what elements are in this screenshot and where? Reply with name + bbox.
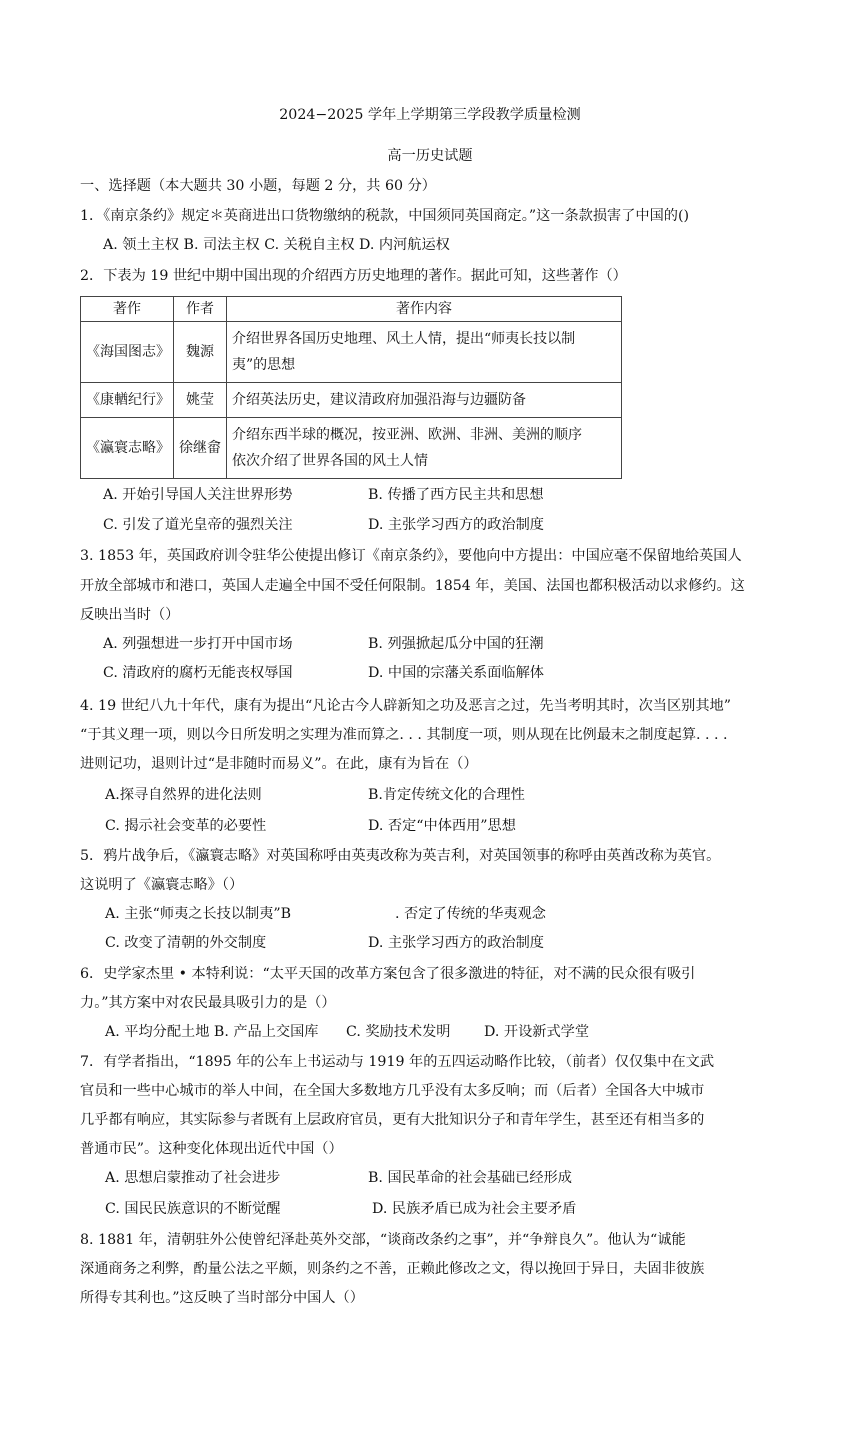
question-2-stem: 2．下表为 19 世纪中期中国出现的介绍西方历史地理的著作。据此可知，这些著作（）	[80, 268, 627, 284]
question-2-option-a: A. 开始引导国人关注世界形势	[103, 487, 293, 503]
question-3-line: 反映出当时（）	[80, 607, 180, 623]
question-7-option-d: D. 民族矛盾已成为社会主要矛盾	[372, 1201, 577, 1217]
works-table	[80, 296, 622, 479]
question-7-line: 普通市民”。这种变化体现出近代中国（）	[80, 1141, 343, 1157]
question-7-option-b: B. 国民革命的社会基础已经形成	[368, 1170, 572, 1186]
question-5-line: 这说明了《瀛寰志略》（）	[80, 877, 244, 893]
content-line: 依次介绍了世界各国的风土人情	[232, 453, 428, 469]
question-6-option-d: D. 开设新式学堂	[484, 1024, 590, 1040]
table-cell-work: 《瀛寰志略》	[81, 418, 174, 479]
question-2-option-c: C. 引发了道光皇帝的强烈关注	[103, 517, 293, 533]
table-row	[81, 418, 622, 479]
table-row	[81, 383, 622, 418]
content-line: 介绍世界各国历史地理、风土人情，提出“师夷长技以制	[232, 331, 576, 347]
content-line: 介绍英法历史，建议清政府加强沿海与边疆防备	[232, 392, 526, 408]
question-2-option-d: D. 主张学习西方的政治制度	[368, 517, 544, 533]
table-header-cell: 作者	[174, 297, 227, 322]
question-3-line: 开放全部城市和港口，英国人走遍全中国不受任何限制。1854 年，美国、法国也都积极活动以求修约。这	[80, 578, 745, 594]
question-2-option-b: B. 传播了西方民主共和思想	[368, 487, 544, 503]
question-7-line: 几乎都有响应，其实际参与者既有上层政府官员，更有大批知识分子和青年学生，甚至还有相当多的	[80, 1112, 705, 1128]
table-row	[81, 322, 622, 383]
question-4-option-b: B.肯定传统文化的合理性	[368, 787, 525, 803]
question-3-option-b: B. 列强掀起瓜分中国的狂潮	[368, 636, 544, 652]
question-8-line: 深通商务之利弊，酌量公法之平颇，则条约之不善，正赖此修改之文，得以挽回于异日，夫固非彼族	[80, 1261, 705, 1277]
question-4-line: “于其义理一项，则以今日所发明之实理为准而算之. . . 其制度一项，则从现在比例最末之制度起算. . . .	[80, 727, 728, 743]
question-3-line: 3. 1853 年，英国政府训令驻华公使提出修订《南京条约》，要他向中方提出：中国应毫不保留地给英国人	[80, 548, 742, 564]
question-7-line: 7．有学者指出，“1895 年的公车上书运动与 1919 年的五四运动略作比较，（前者）仅仅集中在文武	[80, 1054, 715, 1070]
exam-title: 2024−2025 学年上学期第三学段教学质量检测	[279, 107, 581, 123]
question-6-option-ab: A. 平均分配土地 B. 产品上交国库	[105, 1024, 319, 1040]
table-cell-work: 《康輶纪行》	[81, 383, 174, 418]
question-5-line: 5．鸦片战争后，《瀛寰志略》对英国称呼由英夷改称为英吉利，对英国领事的称呼由英酋改称为英官。	[80, 848, 721, 864]
question-4-option-c: C. 揭示社会变革的必要性	[105, 818, 267, 834]
content-line: 介绍东西半球的概况，按亚洲、欧洲、非洲、美洲的顺序	[232, 427, 582, 443]
question-3-option-c: C. 清政府的腐朽无能丧权辱国	[103, 665, 293, 681]
question-5-option-c: C. 改变了清朝的外交制度	[105, 935, 267, 951]
question-5-option-b: . 否定了传统的华夷观念	[395, 906, 546, 922]
question-4-line: 4. 19 世纪八九十年代，康有为提出“凡论古今人辟新知之功及恶言之过，先当考明其时，次当区别其地”	[80, 698, 731, 714]
question-3-option-d: D. 中国的宗藩关系面临解体	[368, 665, 544, 681]
question-7-option-c: C. 国民民族意识的不断觉醒	[105, 1201, 281, 1217]
exam-subtitle: 高一历史试题	[387, 148, 473, 164]
question-5-option-d: D. 主张学习西方的政治制度	[368, 935, 544, 951]
question-8-line: 所得专其利也。”这反映了当时部分中国人（）	[80, 1290, 364, 1306]
question-6-option-c: C. 奖励技术发明	[346, 1024, 451, 1040]
question-7-option-a: A. 思想启蒙推动了社会进步	[105, 1170, 281, 1186]
question-4-option-d: D. 否定“中体西用”思想	[368, 818, 516, 834]
table-cell-work: 《海国图志》	[81, 322, 174, 383]
question-6-line: 6．史学家杰里 • 本特利说：“太平天国的改革方案包含了很多激进的特征，对不满的民众很有吸引	[80, 966, 696, 982]
question-4-line: 进则记功，退则计过“是非随时而易义”。在此，康有为旨在（）	[80, 756, 478, 772]
question-8-line: 8. 1881 年，清朝驻外公使曾纪泽赴英外交部，“谈商改条约之事”，并“争辩良久”。他认为“诚能	[80, 1232, 686, 1248]
question-1-options: A. 领土主权 B. 司法主权 C. 关税自主权 D. 内河航运权	[103, 237, 450, 253]
table-cell-content	[227, 322, 622, 383]
question-4-option-a: A.探寻自然界的进化法则	[105, 787, 262, 803]
section-heading: 一、选择题（本大题共 30 小题，每题 2 分，共 60 分）	[80, 178, 436, 194]
question-3-option-a: A. 列强想进一步打开中国市场	[103, 636, 293, 652]
question-7-line: 官员和一些中心城市的举人中间，在全国大多数地方几乎没有太多反响；而（后者）全国各大中城市	[80, 1083, 705, 1099]
table-cell-content	[227, 418, 622, 479]
question-1-stem: 1．《南京条约》规定＊英商进出口货物缴纳的税款，中国须同英国商定。”这一条款损害了中国的()	[80, 208, 690, 224]
table-header-cell: 著作	[81, 297, 174, 322]
table-cell-author: 魏源	[174, 322, 227, 383]
question-6-line: 力。”其方案中对农民最具吸引力的是（）	[80, 995, 336, 1011]
table-cell-author: 姚莹	[174, 383, 227, 418]
content-line: 夷”的思想	[232, 357, 296, 373]
question-5-option-a: A. 主张“师夷之长技以制夷”B	[105, 906, 292, 922]
table-cell-content	[227, 383, 622, 418]
table-cell-author: 徐继畲	[174, 418, 227, 479]
table-header-cell: 著作内容	[227, 297, 622, 322]
table-header-row	[81, 297, 622, 322]
